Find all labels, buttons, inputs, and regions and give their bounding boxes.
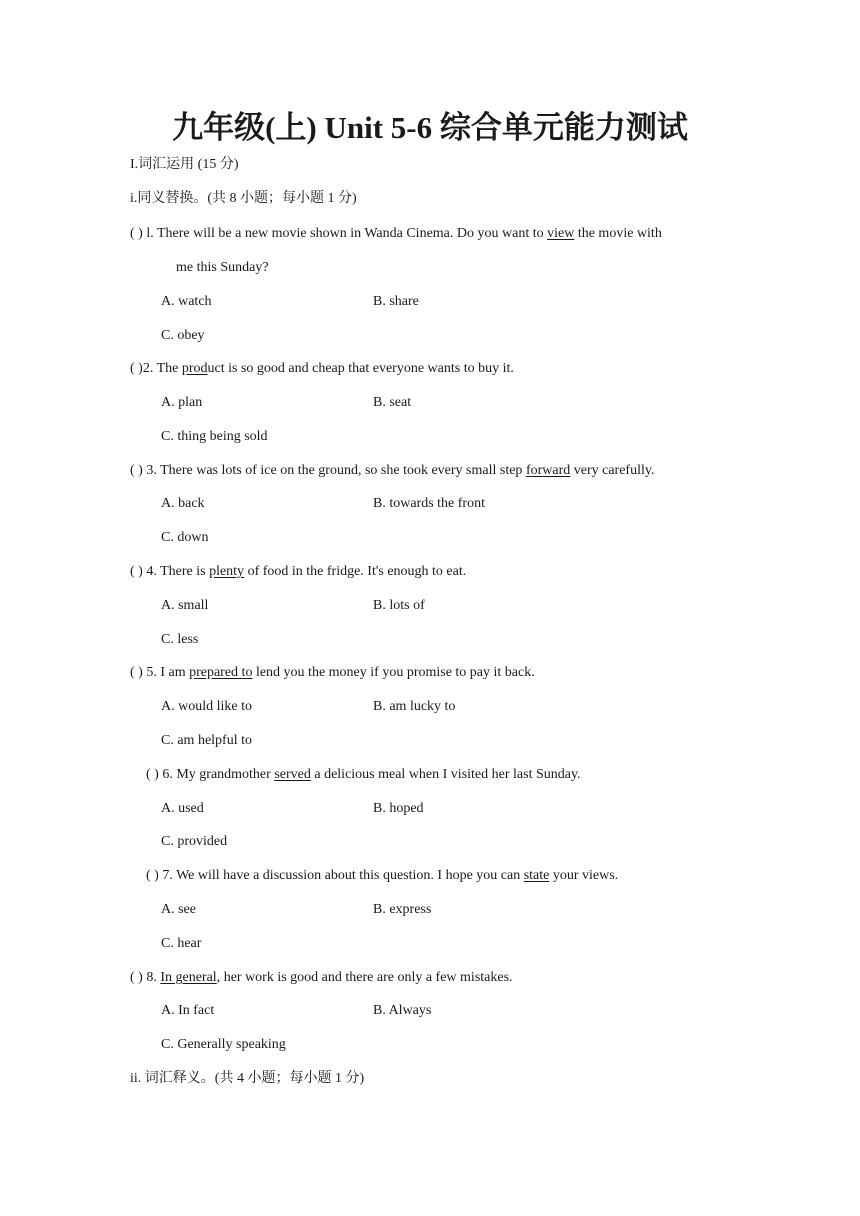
- underlined-word: served: [274, 767, 311, 782]
- question-4: [130, 562, 466, 582]
- option-a: A. In fact: [161, 1003, 215, 1018]
- option-a: A. see: [161, 902, 196, 917]
- answer-blank: ( ): [130, 665, 143, 680]
- question-text-end: lend you the money if you promise to pay it back.: [252, 665, 535, 680]
- question-text-end: a delicious meal when I visited her last Sunday.: [310, 767, 581, 782]
- option-c: C. provided: [161, 834, 228, 849]
- question-text: 6. My grandmother: [158, 767, 275, 782]
- question-8: [130, 968, 513, 988]
- question-text: l. There will be a new movie shown in Wanda Cinema. Do you want to: [142, 226, 548, 241]
- option-c: C. hear: [161, 936, 202, 951]
- option-a: A. back: [161, 496, 205, 511]
- answer-blank: ( ): [130, 361, 143, 376]
- underlined-word: prod: [181, 361, 208, 376]
- question-text: 5. I am: [142, 665, 190, 680]
- option-c: C. thing being sold: [161, 429, 268, 444]
- option-c: C. obey: [161, 328, 205, 343]
- option-b: B. am lucky to: [373, 699, 456, 714]
- underlined-word: state: [523, 868, 550, 883]
- question-text: 4. There is: [142, 564, 210, 579]
- answer-blank: ( ): [130, 226, 143, 241]
- page-title: 九年级(上) Unit 5-6 综合单元能力测试: [172, 110, 688, 145]
- option-b: B. towards the front: [373, 496, 485, 511]
- question-text: 8.: [142, 970, 161, 985]
- answer-blank: ( ): [130, 564, 143, 579]
- question-text: 7. We will have a discussion about this question. I hope you can: [158, 868, 524, 883]
- option-a: A. used: [161, 801, 204, 816]
- option-b: B. express: [373, 902, 432, 917]
- part1-heading: i.同义替换。(共 8 小题；每小题 1 分): [130, 191, 357, 206]
- answer-blank: ( ): [130, 463, 143, 478]
- question-text-end: , her work is good and there are only a few mistakes.: [216, 970, 513, 985]
- answer-blank: ( ): [130, 970, 143, 985]
- question-text-end: the movie with: [574, 226, 662, 241]
- question-text: 3. There was lots of ice on the ground, so she took every small step: [142, 463, 526, 478]
- question-7: [146, 866, 618, 886]
- option-b: B. lots of: [373, 598, 425, 613]
- question-3: [130, 461, 654, 481]
- option-a: A. plan: [161, 395, 203, 410]
- underlined-word: prepared to: [189, 665, 253, 680]
- question-text-end: of food in the fridge. It's enough to eat.: [244, 564, 467, 579]
- option-b: B. seat: [373, 395, 412, 410]
- option-a: A. would like to: [161, 699, 252, 714]
- section-heading: I.词汇运用 (15 分): [130, 157, 239, 172]
- option-c: C. Generally speaking: [161, 1037, 286, 1052]
- question-text-end: very carefully.: [570, 463, 655, 478]
- underlined-word: view: [547, 226, 575, 241]
- part2-heading: ii. 词汇释义。(共 4 小题；每小题 1 分): [130, 1071, 365, 1086]
- underlined-word: In general: [160, 970, 217, 985]
- option-a: A. watch: [161, 294, 212, 309]
- option-c: C. down: [161, 530, 209, 545]
- underlined-word: forward: [525, 463, 571, 478]
- answer-blank: ( ): [146, 868, 159, 883]
- option-a: A. small: [161, 598, 209, 613]
- option-b: B. Always: [373, 1003, 432, 1018]
- option-b: B. hoped: [373, 801, 424, 816]
- question-6: [146, 765, 581, 785]
- underlined-word: plenty: [209, 564, 245, 579]
- question-text: 2. The: [142, 361, 182, 376]
- question-1: [130, 224, 662, 244]
- option-c: C. am helpful to: [161, 733, 252, 748]
- answer-blank: ( ): [146, 767, 159, 782]
- question-2: [130, 359, 514, 379]
- option-c: C. less: [161, 632, 199, 647]
- question-5: [130, 663, 535, 683]
- option-b: B. share: [373, 294, 419, 309]
- question-text-end: your views.: [549, 868, 619, 883]
- question-1-continuation: me this Sunday?: [176, 260, 269, 275]
- question-text-end: uct is so good and cheap that everyone wants to buy it.: [207, 361, 514, 376]
